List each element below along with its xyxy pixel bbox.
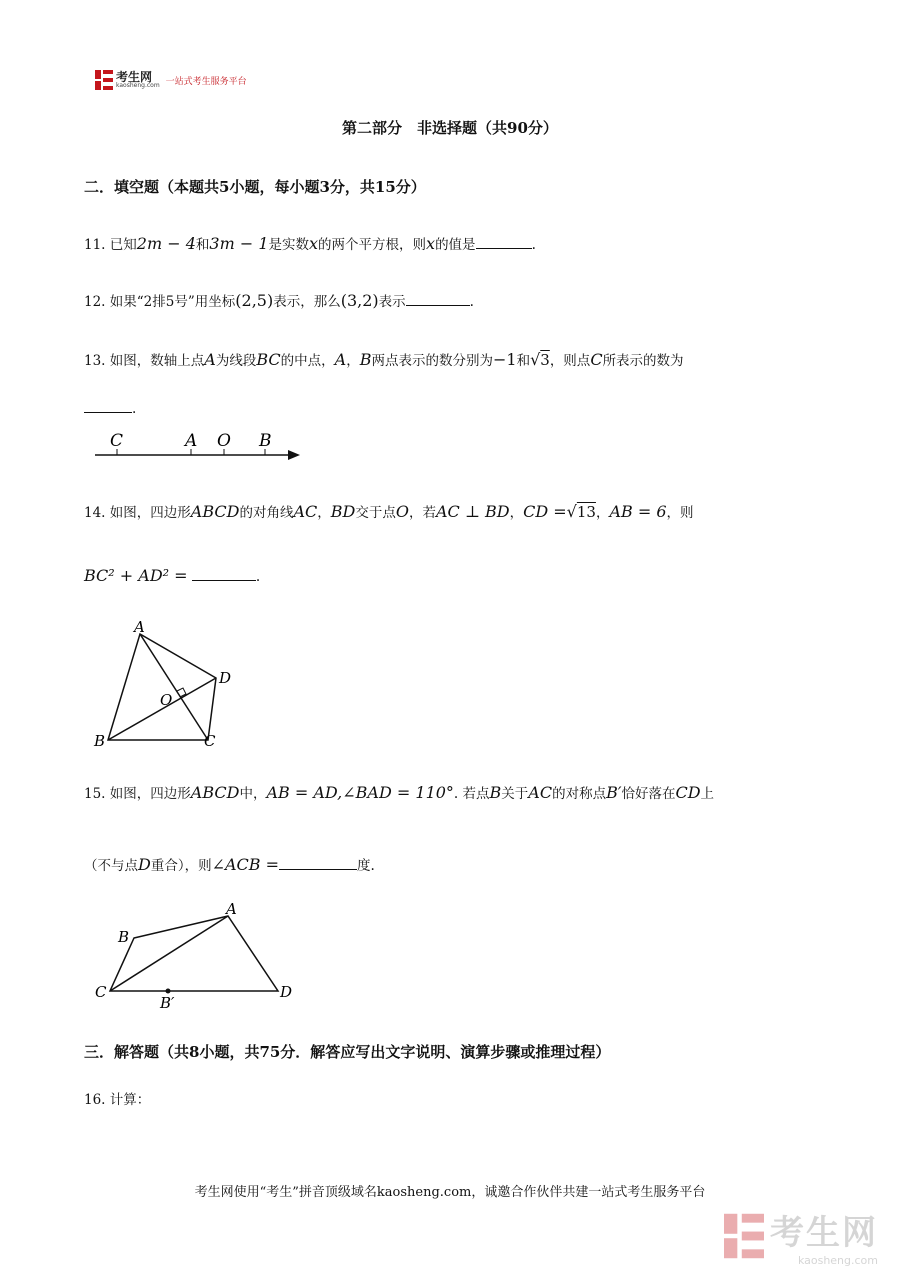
q16-number: 16. bbox=[84, 1092, 106, 1108]
sqrt-icon: √ bbox=[566, 502, 577, 521]
watermark-en: kaosheng.com bbox=[797, 1254, 878, 1267]
logo-en: kaosheng.com bbox=[116, 82, 160, 89]
answer-blank-11[interactable] bbox=[476, 234, 532, 249]
label-c: C bbox=[110, 431, 124, 451]
site-logo bbox=[95, 70, 247, 90]
label-b: B bbox=[259, 431, 272, 451]
section-3-title: 三．解答题（共8小题，共75分．解答应写出文字说明、演算步骤或推理过程） bbox=[84, 1043, 611, 1061]
label-b: B bbox=[118, 928, 130, 946]
quad-outline bbox=[110, 916, 278, 991]
quadrilateral-figure-14 bbox=[92, 618, 242, 752]
q12-number: 12. bbox=[84, 294, 106, 310]
label-a: A bbox=[226, 900, 237, 918]
quadrilateral-figure-15 bbox=[92, 898, 302, 1010]
watermark-logo bbox=[724, 1205, 878, 1267]
q13-number: 13. bbox=[84, 353, 106, 369]
watermark-logo-icon bbox=[724, 1212, 764, 1260]
section-2-title: 二．填空题（本题共5小题，每小题3分，共15分） bbox=[84, 178, 426, 196]
label-a: A bbox=[134, 618, 145, 636]
part-title: 第二部分 非选择题（共90分） bbox=[342, 119, 558, 137]
q11-expr1: 2m − 4 bbox=[136, 234, 196, 253]
label-a: A bbox=[185, 431, 198, 451]
label-d: D bbox=[219, 669, 232, 687]
arrow-icon bbox=[288, 450, 300, 460]
label-c: C bbox=[95, 983, 107, 1001]
q11-number: 11. bbox=[84, 237, 106, 253]
logo-icon bbox=[95, 70, 113, 90]
q12-coord2: (3,2) bbox=[340, 291, 379, 310]
question-13-blank-line: . bbox=[84, 398, 136, 419]
label-c: C bbox=[204, 732, 216, 750]
watermark-cn: 考生网 bbox=[770, 1213, 878, 1253]
question-13: 13. 如图，数轴上点A为线段BC的中点，A，B两点表示的数分别为−1和√3，则点C所表示的数为 bbox=[84, 350, 684, 369]
logo-slogan: 一站式考生服务平台 bbox=[165, 76, 247, 87]
number-line-figure bbox=[90, 428, 305, 464]
label-o: O bbox=[217, 431, 231, 451]
sqrt-icon: √ bbox=[530, 350, 541, 369]
question-14: 14. 如图，四边形ABCD的对角线AC，BD交于点O，若AC ⊥ BD，CD =√13，AB = 6，则 bbox=[84, 502, 694, 521]
point-b-prime bbox=[166, 989, 171, 994]
label-d: D bbox=[280, 983, 293, 1001]
q11-expr2: 3m − 1 bbox=[209, 234, 269, 253]
page-footer: 考生网使用“考生”拼音顶级域名kaosheng.com，诚邀合作伙伴共建一站式考生服务平台 bbox=[194, 1185, 706, 1200]
answer-blank-12[interactable] bbox=[406, 291, 470, 306]
answer-blank-13[interactable] bbox=[84, 398, 132, 413]
label-b: B bbox=[94, 732, 106, 750]
label-b-prime: B′ bbox=[160, 994, 175, 1010]
q15-number: 15. bbox=[84, 786, 106, 802]
diagonal-ac bbox=[140, 634, 208, 740]
q14-number: 14. bbox=[84, 505, 106, 521]
q12-coord1: (2,5) bbox=[235, 291, 274, 310]
question-14-line-2: BC² + AD² = . bbox=[84, 566, 261, 585]
answer-blank-14[interactable] bbox=[192, 566, 256, 581]
question-15-line-2: （不与点D重合），则∠ACB = 度. bbox=[84, 855, 375, 874]
question-15: 15. 如图，四边形ABCD中，AB = AD,∠BAD = 110°. 若点B关于AC的对称点B′恰好落在CD上 bbox=[84, 783, 715, 802]
logo-cn: 考生网 bbox=[116, 70, 153, 84]
question-12: 12. 如果“2排5号”用坐标(2,5)表示，那么(3,2)表示 . bbox=[84, 291, 474, 310]
label-o: O bbox=[160, 691, 173, 709]
question-11: 11. 已知2m − 4和3m − 1是实数x的两个平方根，则x的值是 . bbox=[84, 234, 536, 253]
answer-blank-15[interactable] bbox=[279, 855, 357, 870]
question-16: 16. 计算： bbox=[84, 1092, 151, 1108]
